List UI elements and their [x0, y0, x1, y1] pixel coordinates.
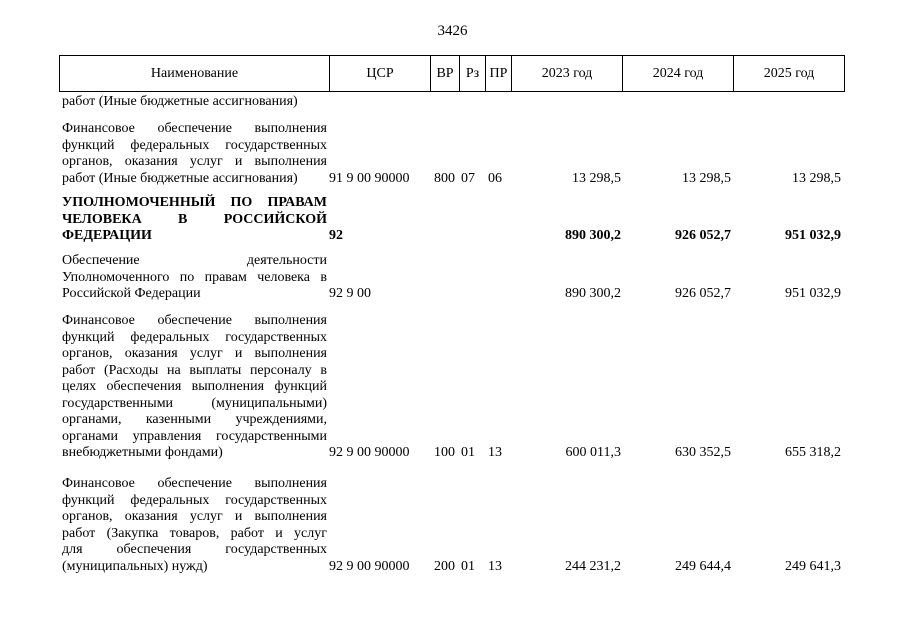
header-name: Наименование — [60, 56, 330, 92]
row-csr: 91 9 00 90000 — [329, 170, 410, 186]
row-name-line: работ (Закупка товаров, работ и услуг — [62, 525, 327, 541]
row-2024: 630 352,5 — [675, 445, 731, 460]
row-csr: 92 — [329, 228, 343, 243]
row-vr: 800 — [434, 170, 455, 186]
row-2025: 951 032,9 — [785, 286, 841, 301]
row-csr: 92 9 00 90000 — [329, 558, 410, 574]
row-name — [62, 313, 327, 462]
row-name-line: органов, оказания услуг и выполнения — [62, 509, 327, 524]
header-pr: ПР — [486, 56, 512, 92]
row-name-line: работ (Иные бюджетные ассигнования) — [62, 170, 298, 186]
row-pr: 06 — [488, 170, 502, 186]
row-name-line: ЧЕЛОВЕКА В РОССИЙСКОЙ — [62, 211, 327, 227]
row-name-line: внебюджетными фондами) — [62, 445, 223, 460]
row-name-line: государственными (муниципальными) — [62, 395, 327, 411]
table-header — [59, 55, 845, 92]
row-name-line: органов, оказания услуг и выполнения — [62, 154, 327, 169]
row-name — [62, 195, 327, 245]
row-name — [62, 253, 327, 303]
header-2024: 2024 год — [623, 56, 734, 92]
row-2025: 249 641,3 — [785, 558, 841, 574]
row-name-line: Обеспечение деятельности — [62, 253, 327, 268]
row-name-line: Уполномоченного по правам человека в — [62, 269, 327, 285]
row-2023: 890 300,2 — [565, 228, 621, 243]
row-2025: 655 318,2 — [785, 445, 841, 460]
row-2025: 13 298,5 — [792, 170, 841, 186]
row-2024: 926 052,7 — [675, 228, 731, 243]
row-pr: 13 — [488, 445, 502, 460]
row-name-line: ФЕДЕРАЦИИ — [62, 228, 152, 243]
row-name-line: функций федеральных государственных — [62, 137, 327, 153]
row-2024: 926 052,7 — [675, 286, 731, 301]
row-name-line: работ (Расходы на выплаты персоналу в — [62, 362, 327, 378]
row-csr: 92 9 00 — [329, 286, 371, 301]
row-name — [62, 94, 327, 111]
header-csr: ЦСР — [330, 56, 431, 92]
row-name-line: работ (Иные бюджетные ассигнования) — [62, 94, 298, 109]
header-2023: 2023 год — [512, 56, 623, 92]
row-name-line: Финансовое обеспечение выполнения — [62, 313, 327, 328]
row-name-line: органами управления государственными — [62, 428, 327, 444]
header-rz: Рз — [460, 56, 486, 92]
row-2023: 244 231,2 — [565, 558, 621, 574]
row-name-line: целях обеспечения выполнения функций — [62, 379, 327, 394]
row-name-line: для обеспечения государственных — [62, 542, 327, 557]
row-rz: 01 — [461, 558, 475, 574]
row-2023: 890 300,2 — [565, 286, 621, 301]
row-2025: 951 032,9 — [785, 228, 841, 243]
row-2023: 600 011,3 — [565, 445, 621, 460]
row-name-line: Российской Федерации — [62, 286, 201, 301]
row-name-line: функций федеральных государственных — [62, 329, 327, 345]
row-csr: 92 9 00 90000 — [329, 445, 410, 460]
row-name — [62, 121, 327, 187]
row-rz: 01 — [461, 445, 475, 460]
row-name-line: Финансовое обеспечение выполнения — [62, 121, 327, 136]
row-name-line: органов, оказания услуг и выполнения — [62, 346, 327, 361]
row-2024: 249 644,4 — [675, 558, 731, 574]
row-name-line: органами, казенными учреждениями, — [62, 412, 327, 427]
row-name-line: функций федеральных государственных — [62, 492, 327, 508]
row-2023: 13 298,5 — [572, 170, 621, 186]
row-name — [62, 476, 327, 575]
row-rz: 07 — [461, 170, 475, 186]
row-name-line: Финансовое обеспечение выполнения — [62, 476, 327, 491]
page-number: 3426 — [437, 23, 468, 39]
row-vr: 100 — [434, 445, 455, 460]
header-vr: ВР — [431, 56, 460, 92]
row-2024: 13 298,5 — [682, 170, 731, 186]
row-vr: 200 — [434, 558, 455, 574]
row-pr: 13 — [488, 558, 502, 574]
row-name-line: УПОЛНОМОЧЕННЫЙ ПО ПРАВАМ — [62, 195, 327, 210]
row-name-line: (муниципальных) нужд) — [62, 558, 208, 574]
header-2025: 2025 год — [734, 56, 845, 92]
